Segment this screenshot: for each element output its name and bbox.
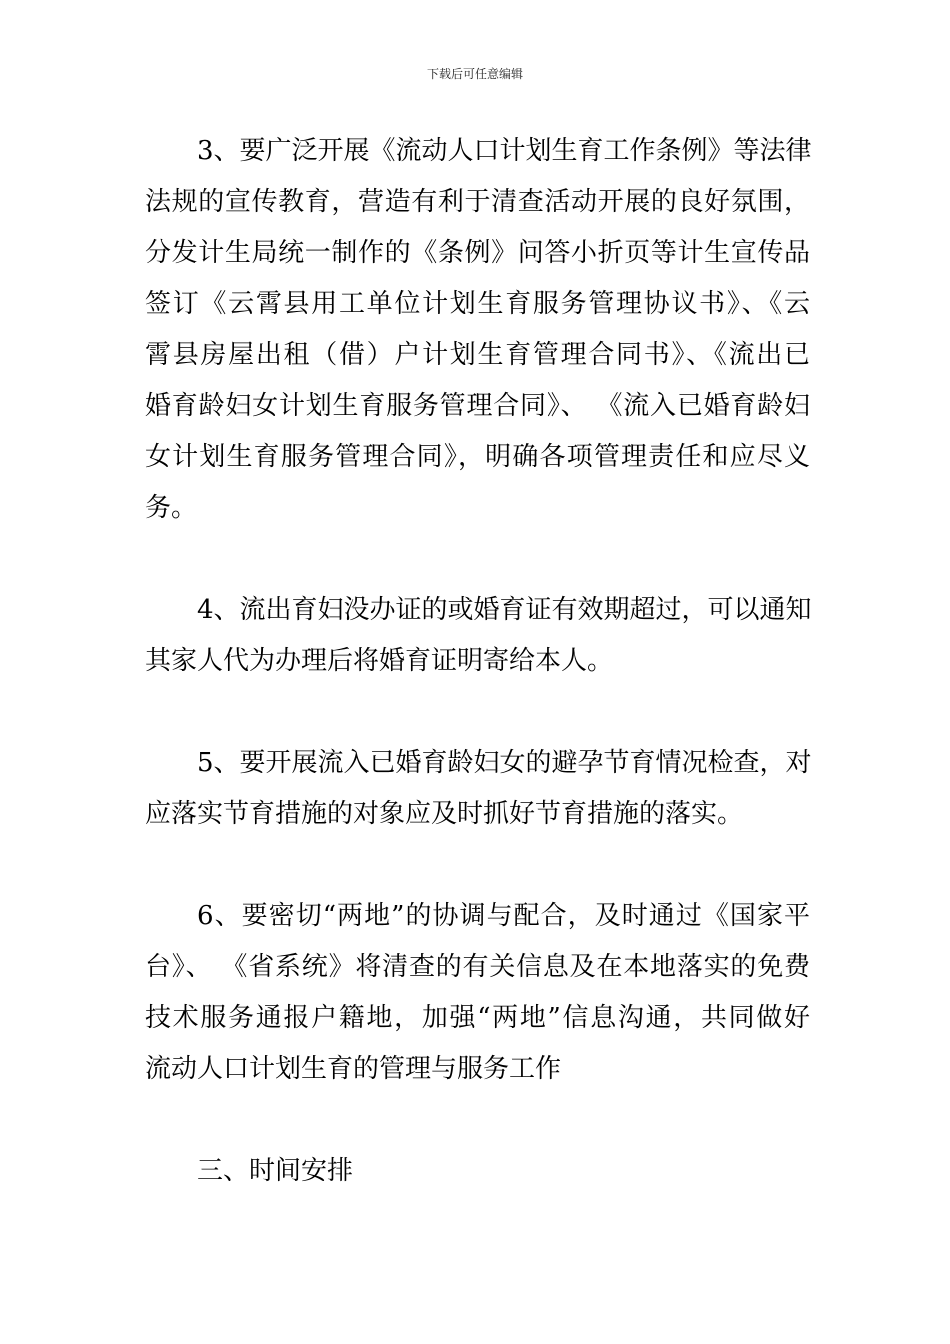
document-body: [145, 126, 810, 1197]
section-heading-time-schedule: [145, 1146, 810, 1197]
paragraph-line: 应落实节育措施的对象应及时抓好节育措施的落实。: [145, 799, 744, 829]
paragraph-spacer: [145, 840, 810, 891]
paragraph-line: 霄县房屋出租（借）户计划生育管理合同书》、《流出已: [145, 340, 810, 370]
paragraph-item-6: [145, 891, 810, 1095]
paragraph-line: 台》、 《省系统》将清查的有关信息及在本地落实的免费: [145, 952, 810, 982]
paragraph-line: 其家人代为办理后将婚育证明寄给本人。: [145, 646, 614, 676]
paragraph-line: 法规的宣传教育，营造有利于清查活动开展的良好氛围，: [145, 187, 810, 217]
section-heading: 三、时间安排: [197, 1156, 354, 1186]
paragraph-line: 4、流出育妇没办证的或婚育证有效期超过，可以通知: [197, 595, 812, 625]
page-header: [0, 66, 950, 82]
paragraph-spacer: [145, 1095, 810, 1146]
paragraph-line: 签订《云霄县用工单位计划生育服务管理协议书》、《云: [145, 289, 810, 319]
paragraph-line: 6、要密切“两地”的协调与配合，及时通过《国家平: [197, 901, 810, 931]
paragraph-line: 婚育龄妇女计划生育服务管理合同》、 《流入已婚育龄妇: [145, 391, 810, 421]
paragraph-line: 务。: [145, 493, 198, 523]
paragraph-item-4: [145, 585, 810, 687]
paragraph-line: 5、要开展流入已婚育龄妇女的避孕节育情况检查，对: [197, 748, 812, 778]
paragraph-spacer: [145, 534, 810, 585]
paragraph-item-5: [145, 738, 810, 840]
paragraph-line: 流动人口计划生育的管理与服务工作: [145, 1054, 562, 1084]
paragraph-spacer: [145, 687, 810, 738]
paragraph-line: 3、要广泛开展《流动人口计划生育工作条例》等法律: [197, 136, 812, 166]
paragraph-item-3: [145, 126, 810, 534]
paragraph-line: 技术服务通报户籍地，加强“两地”信息沟通，共同做好: [145, 1003, 810, 1033]
header-text: 下载后可任意编辑: [426, 67, 523, 81]
paragraph-line: 分发计生局统一制作的《条例》问答小折页等计生宣传品: [145, 238, 810, 268]
paragraph-line: 女计划生育服务管理合同》，明确各项管理责任和应尽义: [145, 442, 810, 472]
